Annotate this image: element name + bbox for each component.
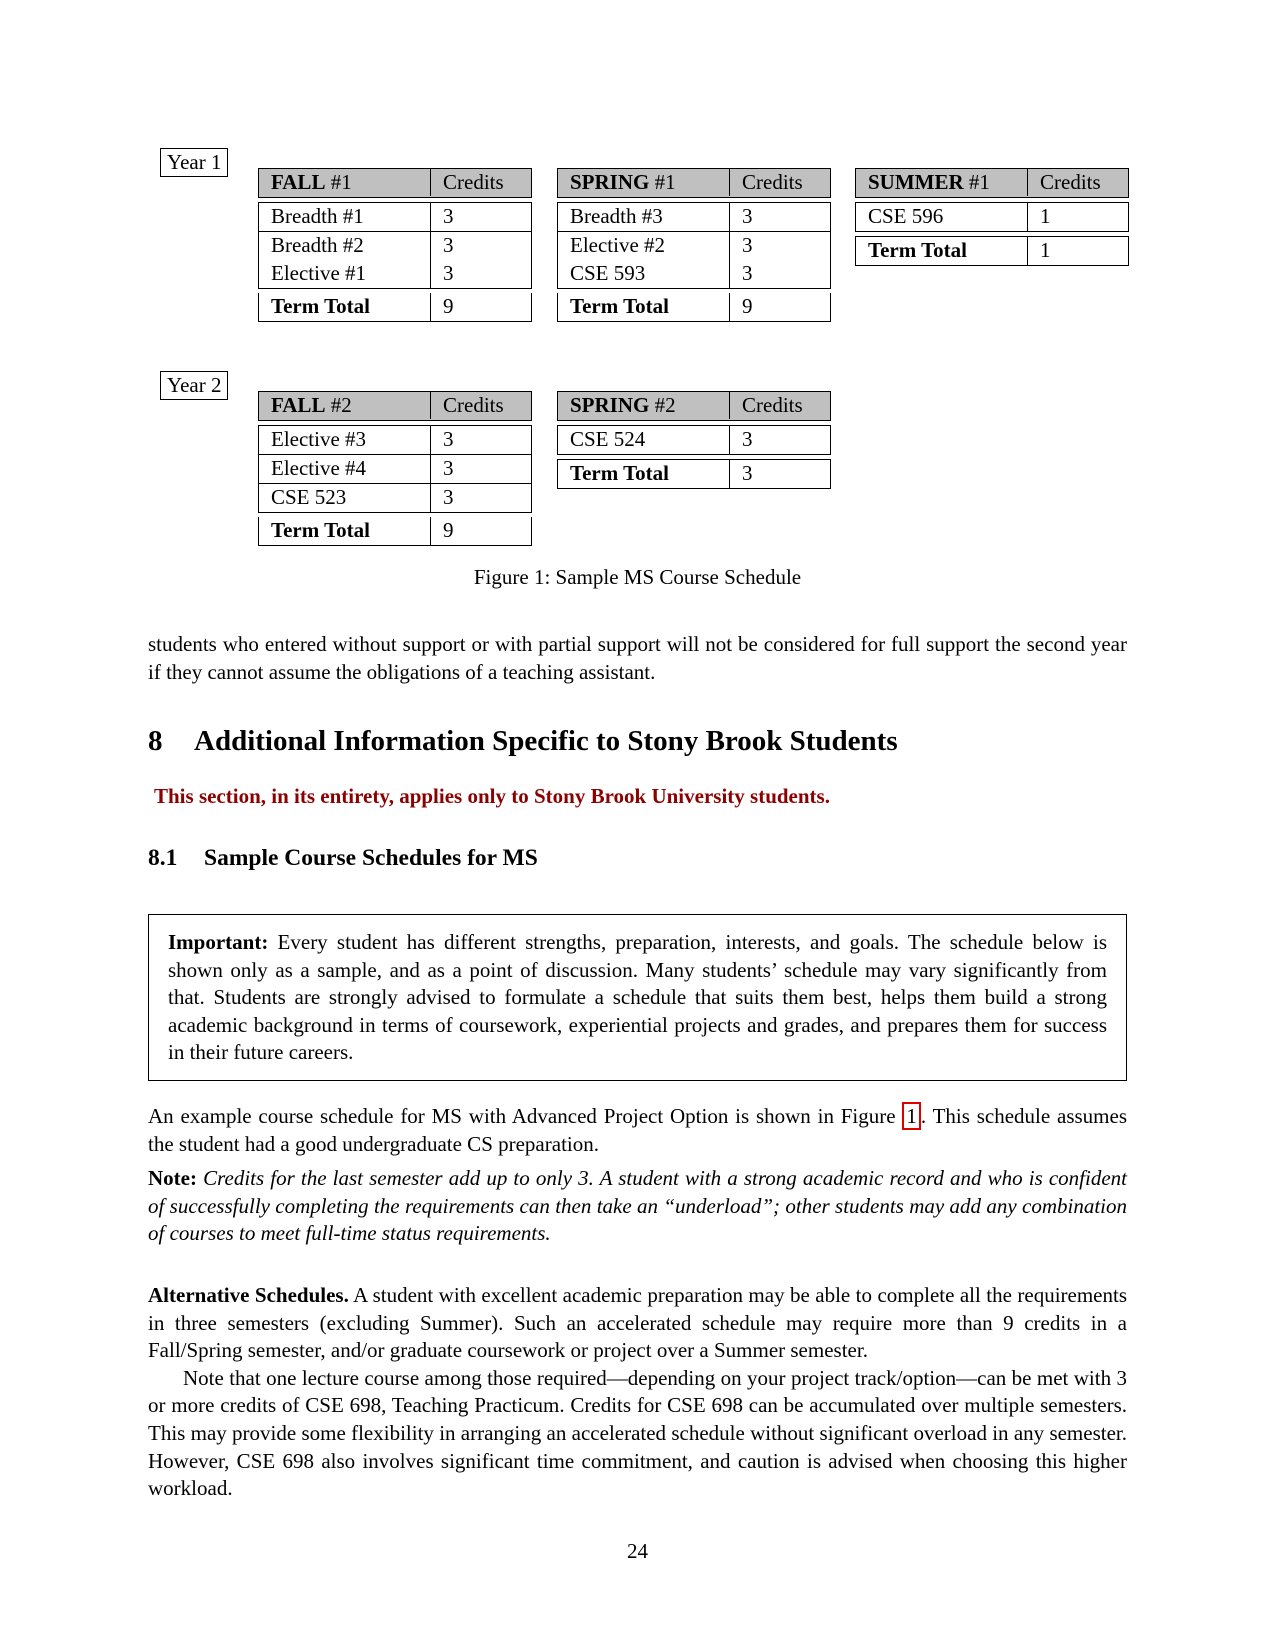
year-1-label: Year 1 bbox=[160, 148, 228, 177]
example-paragraph: An example course schedule for MS with Advanced Project Option is shown in Figure 1 . This schedule assumes the student had a good undergraduate CS preparation. bbox=[148, 1104, 1127, 1156]
course-row: Elective #1 3 bbox=[259, 260, 531, 288]
subsection-number: 8.1 bbox=[148, 845, 178, 871]
course-row: Elective #4 3 bbox=[259, 454, 531, 483]
alternative-text: A student with excellent academic preparation may be able to complete all the requirements in three semesters (excluding Summer). Such an accelerated schedule may require more than 9 credits in a Fall/Spring semester, and/or graduate coursework or project over a Summer semester. bbox=[148, 1283, 1127, 1363]
year-2-label: Year 2 bbox=[160, 371, 228, 400]
credits-header: Credits bbox=[742, 393, 803, 417]
alternative-label: Alternative Schedules. bbox=[148, 1283, 349, 1307]
course-row: Elective #3 3 bbox=[259, 426, 531, 454]
section-notice: This section, in its entirety, applies only to Stony Brook University students. bbox=[154, 784, 830, 808]
term-name: SPRING #1 bbox=[558, 169, 730, 196]
term-header bbox=[258, 391, 532, 421]
important-notice-box bbox=[148, 914, 1127, 1081]
term-body bbox=[557, 202, 831, 289]
course-row: CSE 593 3 bbox=[558, 260, 830, 288]
section-heading bbox=[148, 725, 1127, 758]
credits-header: Credits bbox=[443, 170, 504, 194]
important-text: Every student has different strengths, preparation, interests, and goals. The schedule below is shown only as a sample, and as a point of discussion. Many students’ schedule may vary significantly from that. Students are strongly advised to formulate a schedule that suits them best, helps them build a strong academic background in terms of coursework, experiential projects and grades, and prepares them for success in their future careers. bbox=[168, 930, 1107, 1065]
term-body bbox=[258, 202, 532, 289]
term-total-row: Term Total 9 bbox=[258, 517, 532, 546]
term-total-row: Term Total 1 bbox=[855, 236, 1129, 266]
term-table-fall-1 bbox=[258, 168, 532, 322]
credits-header: Credits bbox=[443, 393, 504, 417]
term-name: FALL #1 bbox=[259, 169, 431, 196]
credits-header: Credits bbox=[1040, 170, 1101, 194]
term-name: SUMMER #1 bbox=[856, 169, 1028, 196]
course-row: CSE 523 3 bbox=[259, 483, 531, 512]
term-total-row: Term Total 9 bbox=[557, 293, 831, 322]
term-body bbox=[258, 425, 532, 513]
course-row: Elective #2 3 bbox=[558, 231, 830, 260]
alternative-schedules-paragraph bbox=[148, 1282, 1127, 1503]
term-header bbox=[258, 168, 532, 198]
term-table-spring-1 bbox=[557, 168, 831, 322]
term-table-summer-1 bbox=[855, 168, 1129, 266]
note-text: Credits for the last semester add up to only 3. A student with a strong academic record and who is confident of successfully completing the requirements can then take an “underload”; other students may add any combination of courses to meet full-time status requirements. bbox=[148, 1166, 1127, 1246]
course-row: CSE 524 3 bbox=[558, 426, 830, 454]
term-name: SPRING #2 bbox=[558, 392, 730, 419]
teaching-practicum-paragraph: Note that one lecture course among those required—depending on your project track/option—can be met with 3 or more credits of CSE 698, Teaching Practicum. Credits for CSE 698 can be accumulated over multiple semesters. This may provide some flexibility in arranging an accelerated schedule without significant overload in any semester. However, CSE 698 also involves significant time commitment, and caution is advised when choosing this higher workload. bbox=[148, 1365, 1127, 1501]
figure-reference-link[interactable]: 1 bbox=[902, 1102, 921, 1130]
term-name: FALL #2 bbox=[259, 392, 431, 419]
subsection-heading bbox=[148, 845, 1127, 872]
term-header bbox=[557, 168, 831, 198]
course-row: Breadth #1 3 bbox=[259, 203, 531, 231]
page-number: 24 bbox=[627, 1539, 648, 1563]
credits-header: Credits bbox=[742, 170, 803, 194]
section-title: Additional Information Specific to Stony Brook Students bbox=[194, 725, 898, 757]
term-header bbox=[855, 168, 1129, 198]
subsection-title: Sample Course Schedules for MS bbox=[204, 845, 538, 871]
section-number: 8 bbox=[148, 725, 163, 757]
important-label: Important: bbox=[168, 930, 269, 954]
figure-caption: Figure 1: Sample MS Course Schedule bbox=[473, 565, 802, 589]
note-paragraph bbox=[148, 1165, 1127, 1248]
term-table-spring-2 bbox=[557, 391, 831, 489]
course-row: CSE 596 1 bbox=[856, 203, 1128, 231]
term-body bbox=[557, 425, 831, 455]
term-total-row: Term Total 9 bbox=[258, 293, 532, 322]
term-header bbox=[557, 391, 831, 421]
course-row: Breadth #2 3 bbox=[259, 231, 531, 260]
intro-paragraph: students who entered without support or with partial support will not be considered for full support the second year if they cannot assume the obligations of a teaching assistant. bbox=[148, 632, 1127, 684]
note-label: Note: bbox=[148, 1166, 197, 1190]
course-row: Breadth #3 3 bbox=[558, 203, 830, 231]
term-total-row: Term Total 3 bbox=[557, 459, 831, 489]
term-body bbox=[855, 202, 1129, 232]
term-table-fall-2 bbox=[258, 391, 532, 546]
